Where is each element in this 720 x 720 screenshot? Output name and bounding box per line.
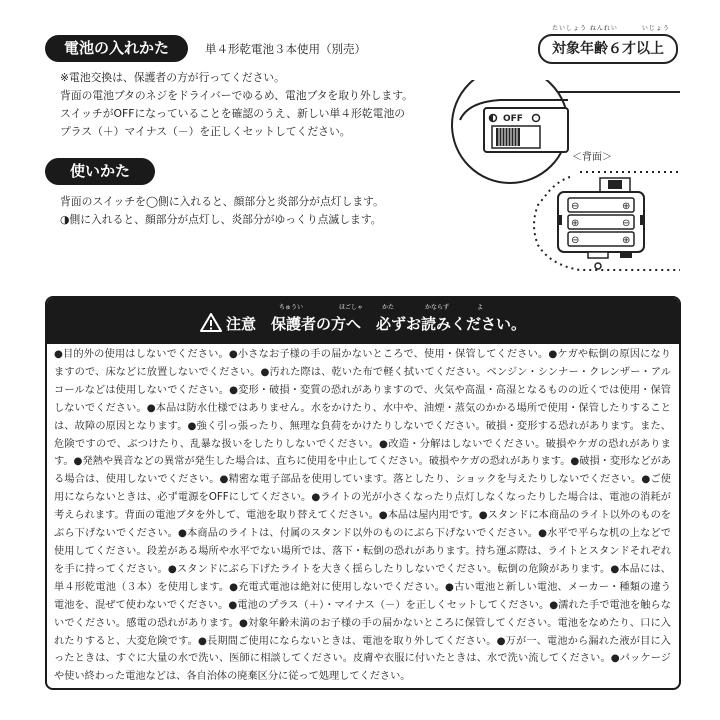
svg-text:⊕: ⊕ — [622, 201, 631, 212]
ruby-yomi: よ — [477, 304, 484, 311]
usage-heading: 使いかた — [45, 158, 155, 185]
age-number: ６ — [608, 41, 622, 57]
svg-text:⊖: ⊖ — [571, 201, 580, 212]
battery-line: プラス（＋）マイナス（－）を正しくセットしてください。 — [60, 125, 351, 138]
warning-body: ●目的外の使用はしないでください。●小さなお子様の手の届かないところで、使用・保管してください。●ケガや転倒の原因になりますので、床などに放置しないでください。●汚れた際は、乾いた布で軽く拭いてください。ベンジン・シンナー・クレンザー・アルコールなどは使用しないでください。●変形・破損・変質の恐れがありますので、火気や高温・高湿となるものの近くでは使用・保管しないでください。●本品は防水仕様ではありません。水をかけたり、水中や、油煙・蒸気のかかる場所で使用・保管したりすることは、故障の原因となります。●強く引っ張ったり、無理な負荷をかけたりしないでください。破損・変形する恐れがあります。また、危険ですので、ぶつけたり、乱暴な扱いをしたりしないでください。●改造・分解はしないでください。破損やケガの恐れがあります。●発熱や異音などの異常が発生した場合は、直ちに使用を中止してください。破損やケガの恐れがあります。●破損・変形などがある場合は、使用しないでください。●精密な電子部品を使用しています。落としたり、ショックを与えたりしないでください。●ご使用にならないときは、必ず電源をOFFにしてください。●ライトの光が小さくなったり点灯しなくなったりした場合は、電池の消耗が考えられます。背面の電池ブタを外して、電池を取り替えてください。●本品は屋内用です。●スタンドに本商品のライト以外のものをぶら下げないでください。●本商品のライトは、付属のスタンド以外のものにぶら下げないでください。●水平で平らな机の上などで使用してください。段差がある場所や水平でない場所では、落下・転倒の恐れがあります。持ち運ぶ際は、ライトとスタンドそれぞれを手に持ってください。●スタンドにぶら下げたライトを大きく揺らしたりしないでください。転倒の危険があります。●本品には、単４形乾電池（３本）を使用します。●充電式電池は絶対に使用しないでください。●古い電池と新しい電池、メーカー・種類の違う電池を、混ぜて使わないでください。●電池のプラス（＋）・マイナス（－）を正しくセットしてください。●濡れた手で電池を触らないでください。感電の恐れがあります。●対象年齢未満のお子様の手の届かないところに保管してください。電池をなめたり、口に入れたりすると、大変危険です。●長期間ご使用にならないときは、電池を取り外してください。●万が一、電池から漏れた液が目に入ったときは、すぐに大量の水で洗い、医師に相談してください。皮膚や衣服に付いたときは、水で洗い流してください。●パッケージや使い終わった電池などは、各自治体の廃棄区分に従って処理してください。 — [54, 349, 671, 683]
ruby-hogosha: ほごしゃ — [339, 304, 364, 311]
warning-panel — [45, 296, 681, 690]
svg-text:⊖: ⊖ — [571, 235, 580, 246]
svg-text:⊖: ⊖ — [622, 218, 631, 229]
warning-title: 注意 保護者の方へ 必ずお読みください。 — [225, 315, 526, 333]
back-label: ＜背面＞ — [572, 152, 612, 163]
usage-line: 背面のスイッチを◯側に入れると、顔部分と炎部分が点灯します。 — [60, 195, 384, 208]
switch-off-label: OFF — [503, 114, 523, 124]
battery-line: ※電池交換は、保護者の方が行ってください。 — [60, 71, 285, 84]
battery-line: スイッチがOFFになっていることを確認のうえ、新しい単４形乾電池の — [60, 107, 406, 120]
usage-line: ◑側に入れると、顔部分が点灯し、炎部分がゆっくり点滅します。 — [60, 213, 382, 226]
age-suffix: 才以上 — [622, 41, 664, 57]
warning-header — [47, 298, 679, 344]
age-badge-ruby: たいしょう ねんれい いじょう — [552, 25, 670, 32]
svg-text:⊕: ⊕ — [622, 235, 631, 246]
warning-triangle-icon — [200, 313, 222, 332]
usage-instructions — [60, 193, 384, 229]
battery-type-note: 単４形乾電池３本使用（別売） — [205, 42, 366, 56]
battery-instructions — [60, 69, 413, 141]
battery-diagram — [440, 80, 680, 285]
svg-text:⊕: ⊕ — [571, 218, 580, 229]
warning-title-row — [47, 313, 679, 334]
ruby-chuui: ちゅうい — [279, 304, 304, 311]
age-badge — [538, 34, 678, 64]
circle-icon — [533, 115, 540, 122]
ruby-kanarazu: かならず — [425, 304, 450, 311]
age-prefix: 対象年齢 — [552, 41, 608, 57]
battery-heading: 電池の入れかた — [45, 35, 188, 62]
battery-line: 背面の電池ブタのネジをドライバーでゆるめ、電池ブタを取り外します。 — [60, 89, 413, 102]
ruby-kata: かた — [382, 304, 395, 311]
